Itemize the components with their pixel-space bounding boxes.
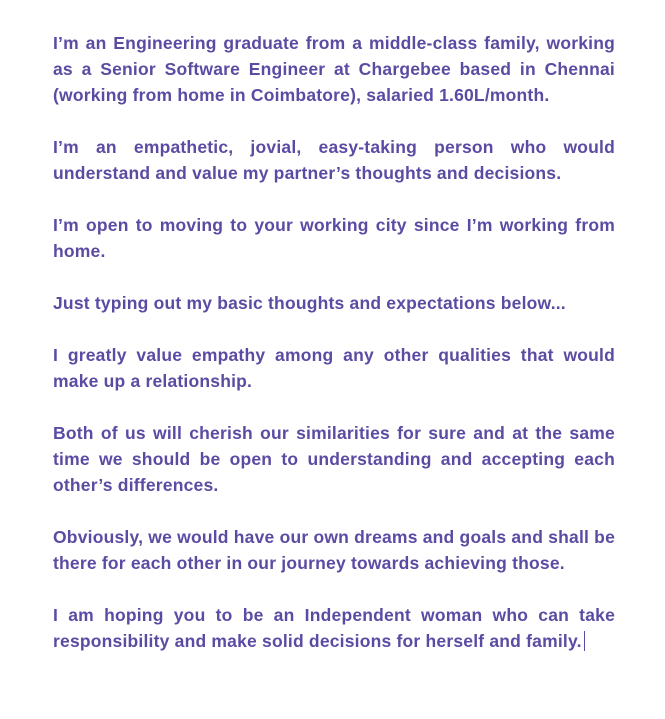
paragraph-intro-career[interactable] <box>53 30 615 108</box>
paragraph-text: I’m open to moving to your working city since I’m working from home. <box>53 215 615 261</box>
paragraph-empathy[interactable] <box>53 342 615 394</box>
paragraph-text: Both of us will cherish our similarities for sure and at the same time we should be open to understanding and accepting each other’s differences. <box>53 423 615 495</box>
text-cursor <box>584 631 586 651</box>
paragraph-text: Just typing out my basic thoughts and expectations below... <box>53 293 566 313</box>
paragraph-text: I’m an Engineering graduate from a middle-class family, working as a Senior Software Engineer at Chargebee based in Chennai (working from home in Coimbatore), salaried 1.60L/month. <box>53 33 615 105</box>
paragraph-personality[interactable] <box>53 134 615 186</box>
paragraph-partner-hope[interactable] <box>53 602 615 654</box>
paragraph-text: I’m an empathetic, jovial, easy-taking person who would understand and value my partner’s thoughts and decisions. <box>53 137 615 183</box>
paragraph-text: I am hoping you to be an Independent woman who can take responsibility and make solid decisions for herself and family. <box>53 605 615 651</box>
paragraph-relocation[interactable] <box>53 212 615 264</box>
paragraph-similarities[interactable] <box>53 420 615 498</box>
paragraph-expectations-intro[interactable] <box>53 290 615 316</box>
paragraph-text: Obviously, we would have our own dreams and goals and shall be there for each other in our journey towards achieving those. <box>53 527 615 573</box>
paragraph-text: I greatly value empathy among any other qualities that would make up a relationship. <box>53 345 615 391</box>
paragraph-dreams-goals[interactable] <box>53 524 615 576</box>
